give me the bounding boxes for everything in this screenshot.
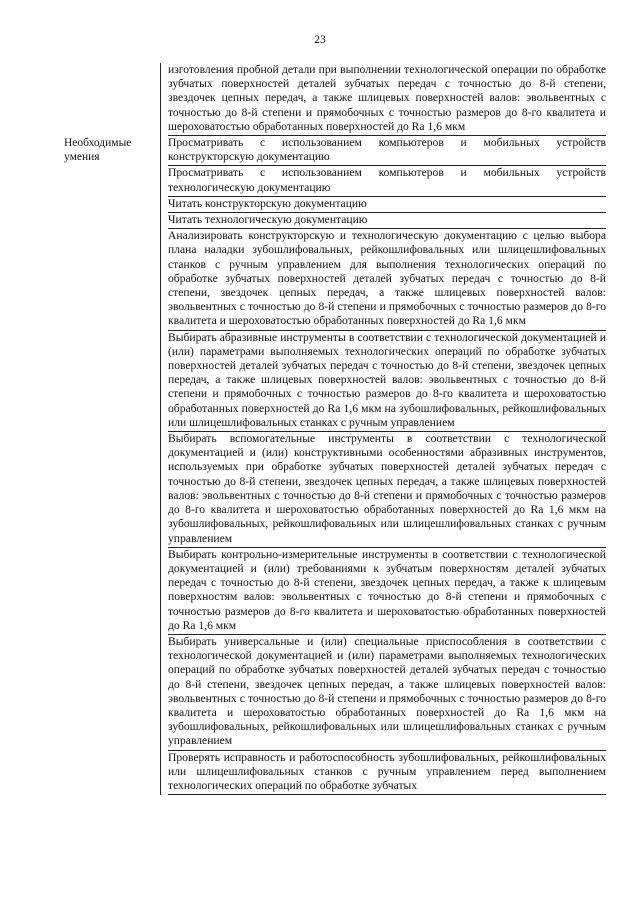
skill-item: Выбирать абразивные инструменты в соответствии с технологической документацией и (или) параметрами выполняемых технологических операций по обработке зубчатых поверхностей деталей зубчатых передач с точностью до 8-й степени, звездочек цепных передач, а также шлицевых поверхностей валов: эвольвентных с точностью до 8-й степени и прямобочных с точностью размеров до 8-го квалитета и шероховатостью обработанных поверхностей до Ra 1,6 мкм на зубошлифовальных, рейкошлифовальных или шлицешлифовальных станках с ручным управлением xyxy=(168,331,606,432)
row-text: изготовления пробной детали при выполнении технологической операции по обработке зубчатых поверхностей деталей зубчатых передач с точностью до 8-й степени, звездочек цепных передач, а также шлицевых поверхностей валов: эвольвентных с точностью до 8-й степени и прямобочных с точностью размеров до 8-го квалитета и шероховатостью обработанных поверхностей до Ra 1,6 мкм xyxy=(168,63,606,136)
skill-item: Проверять исправность и работоспособность зубошлифовальных, рейкошлифовальных или шлицешлифовальных станков с ручным управлением перед выполнением технологических операций по обработке зубчатых xyxy=(168,751,606,796)
skill-item: Просматривать с использованием компьютеров и мобильных устройств конструкторскую документацию xyxy=(168,136,606,166)
skill-item: Читать технологическую документацию xyxy=(168,213,606,229)
table-row-continuation xyxy=(64,63,606,136)
skill-item: Выбирать вспомогательные инструменты в соответствии с технологической документацией и (или) конструктивными особенностями абразивных инструментов, используемых при обработке зубчатых поверхностей деталей зубчатых передач с точностью до 8-й степени, звездочек цепных передач, а также шлицевых поверхностей валов: эвольвентных с точностью до 8-й степени и прямобочных с точностью размеров до 8-го квалитета и шероховатостью обработанных поверхностей до Ra 1,6 мкм на зубошлифовальных, рейкошлифовальных или шлицешлифовальных станках с ручным управлением xyxy=(168,432,606,548)
row-label-skills: Необходимые умения xyxy=(64,137,132,164)
table-row-skills xyxy=(64,136,606,795)
skills-list xyxy=(164,136,606,795)
skill-item: Читать конструкторскую документацию xyxy=(168,197,606,213)
skill-item: Анализировать конструкторскую и технологическую документацию с целью выбора плана наладки зубошлифовальных, рейкошлифовальных или шлицешлифовальных станков с ручным управлением для выполнения технологических операций по обработке зубчатых поверхностей деталей зубчатых передач с точностью до 8-й степени, звездочек цепных передач, а также шлицевых поверхностей валов: эвольвентных с точностью до 8-й степени и прямобочных с точностью размеров до 8-го квалитета и шероховатостью обработанных поверхностей до Ra 1,6 мкм xyxy=(168,229,606,330)
skill-item: Выбирать контрольно-измерительные инструменты в соответствии с технологической документацией и (или) требованиями к зубчатым поверхностям деталей зубчатых передач с точностью до 8-й степени, звездочек цепных передач, а также к шлицевым поверхностям валов: эвольвентных с точностью до 8-й степени и прямобочных с точностью размеров до 8-го квалитета и шероховатостью обработанных поверхностей до Ra 1,6 мкм xyxy=(168,548,606,635)
requirements-table xyxy=(64,63,606,795)
page-number: 23 xyxy=(314,34,326,46)
skill-item: Выбирать универсальные и (или) специальные приспособления в соответствии с технологической документацией и (или) параметрами выполняемых технологических операций по обработке зубчатых поверхностей деталей зубчатых передач с точностью до 8-й степени, звездочек цепных передач, а также шлицевых поверхностей валов: эвольвентных с точностью до 8-й степени и прямобочных с точностью размеров до 8-го квалитета и шероховатостью обработанных поверхностей до Ra 1,6 мкм на зубошлифовальных, рейкошлифовальных или шлицешлифовальных станках с ручным управлением xyxy=(168,635,606,751)
skill-item: Просматривать с использованием компьютеров и мобильных устройств технологическую документацию xyxy=(168,166,606,196)
